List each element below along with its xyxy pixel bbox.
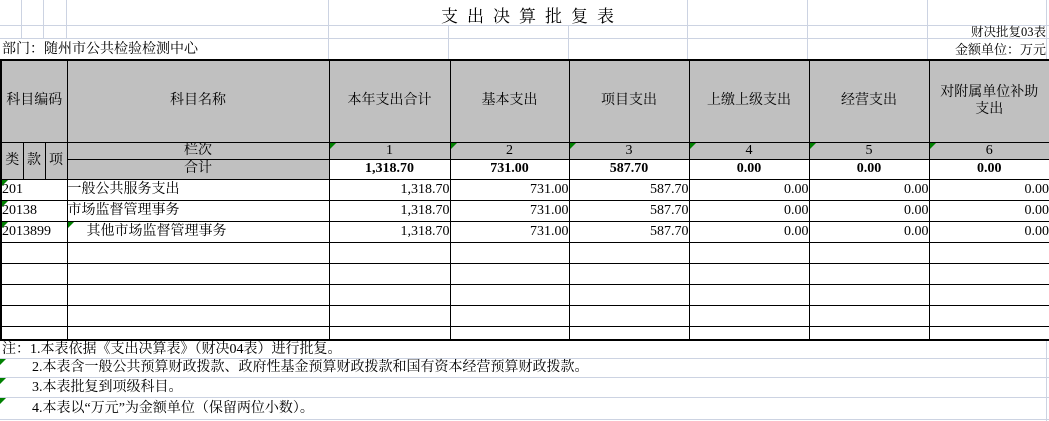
column-number-cell[interactable]: 3 [569,142,689,159]
comment-indicator-icon [570,143,576,149]
code-cell[interactable]: 20138 [1,200,67,221]
empty-cell[interactable] [569,242,689,263]
column-number-cell[interactable]: 2 [450,142,569,159]
empty-cell[interactable] [929,284,1049,305]
col-header-project-expenditure[interactable]: 项目支出 [569,60,689,142]
empty-cell[interactable] [329,305,450,326]
empty-cell[interactable] [329,326,450,340]
column-number-cell[interactable]: 5 [809,142,929,159]
comment-indicator-icon [2,222,8,228]
department-label[interactable]: 部门：随州市公共检验检测中心 [2,42,198,57]
empty-cell[interactable] [329,263,450,284]
empty-cell[interactable] [569,284,689,305]
empty-cell[interactable] [329,242,450,263]
value-cell[interactable]: 587.70 [569,200,689,221]
empty-cell[interactable] [689,284,809,305]
name-cell[interactable]: 一般公共服务支出 [67,179,329,200]
page-title: 支出决算批复表 [441,7,623,26]
value-cell[interactable]: 0.00 [689,221,809,242]
value-cell[interactable]: 731.00 [450,221,569,242]
empty-cell[interactable] [1,263,67,284]
total-value-cell[interactable]: 587.70 [569,159,689,179]
empty-cell[interactable] [929,326,1049,340]
empty-cell[interactable] [689,326,809,340]
sub-header-xiang[interactable]: 项 [45,142,67,179]
col-header-subject-code[interactable]: 科目编码 [1,60,67,142]
empty-cell[interactable] [67,326,329,340]
empty-cell[interactable] [929,263,1049,284]
form-code-label[interactable]: 财决批复03表 [970,25,1046,39]
empty-cell[interactable] [450,326,569,340]
col-header-subsidy-expenditure[interactable]: 对附属单位补助支出 [929,60,1049,142]
col-header-upturned-expenditure[interactable]: 上缴上级支出 [689,60,809,142]
empty-cell[interactable] [569,326,689,340]
empty-cell[interactable] [809,284,929,305]
total-value-cell[interactable]: 0.00 [929,159,1049,179]
empty-cell[interactable] [689,305,809,326]
value-cell[interactable]: 0.00 [929,200,1049,221]
empty-cell[interactable] [1,305,67,326]
empty-cell[interactable] [689,263,809,284]
empty-cell[interactable] [450,242,569,263]
empty-cell[interactable] [67,242,329,263]
value-cell[interactable]: 0.00 [809,200,929,221]
empty-cell[interactable] [929,242,1049,263]
empty-cell[interactable] [1,326,67,340]
col-header-subject-name[interactable]: 科目名称 [67,60,329,142]
value-cell[interactable]: 1,318.70 [329,221,450,242]
value-cell[interactable]: 731.00 [450,179,569,200]
comment-indicator-icon [690,143,696,149]
empty-cell[interactable] [450,305,569,326]
expenditure-table [0,59,1049,341]
empty-cell[interactable] [1,242,67,263]
column-number-cell[interactable]: 6 [929,142,1049,159]
comment-indicator-icon [810,143,816,149]
empty-cell[interactable] [689,242,809,263]
comment-indicator-icon [0,398,6,404]
total-value-cell[interactable]: 731.00 [450,159,569,179]
gridline [1046,341,1047,421]
empty-cell[interactable] [929,305,1049,326]
value-cell[interactable]: 1,318.70 [329,200,450,221]
empty-cell[interactable] [450,284,569,305]
total-row-label[interactable]: 合计 [67,159,329,179]
value-cell[interactable]: 0.00 [929,221,1049,242]
total-value-cell[interactable]: 0.00 [809,159,929,179]
empty-cell[interactable] [67,263,329,284]
sub-header-lei[interactable]: 类 [1,142,23,179]
total-value-cell[interactable]: 1,318.70 [329,159,450,179]
value-cell[interactable]: 731.00 [450,200,569,221]
empty-cell[interactable] [809,242,929,263]
name-cell[interactable]: 市场监督管理事务 [67,200,329,221]
value-cell[interactable]: 0.00 [809,179,929,200]
empty-cell[interactable] [450,263,569,284]
name-cell[interactable]: 其他市场监督管理事务 [67,221,329,242]
empty-cell[interactable] [329,284,450,305]
empty-cell[interactable] [67,284,329,305]
value-cell[interactable]: 1,318.70 [329,179,450,200]
empty-cell[interactable] [809,263,929,284]
comment-indicator-icon [0,359,6,365]
col-header-operating-expenditure[interactable]: 经营支出 [809,60,929,142]
note-line[interactable]: 3.本表批复到项级科目。 [0,378,1049,398]
code-cell[interactable]: 2013899 [1,221,67,242]
sub-header-lanci[interactable]: 栏次 [67,142,329,159]
value-cell[interactable]: 587.70 [569,179,689,200]
empty-cell[interactable] [809,326,929,340]
total-value-cell[interactable]: 0.00 [689,159,809,179]
column-number-cell[interactable]: 1 [329,142,450,159]
empty-cell[interactable] [67,305,329,326]
col-header-basic-expenditure[interactable]: 基本支出 [450,60,569,142]
empty-cell[interactable] [569,305,689,326]
sub-header-kuan[interactable]: 款 [23,142,45,179]
note-line[interactable]: 4.本表以“万元”为金额单位（保留两位小数）。 [0,398,1049,420]
comment-indicator-icon [0,378,6,384]
comment-indicator-icon [68,222,74,228]
comment-indicator-icon [930,143,936,149]
note-line[interactable]: 2.本表含一般公共预算财政拨款、政府性基金预算财政拨款和国有资本经营预算财政拨款。 [0,359,1049,378]
unit-label[interactable]: 金额单位：万元 [954,42,1046,57]
code-cell[interactable]: 201 [1,179,67,200]
comment-indicator-icon [2,180,8,186]
comment-indicator-icon [451,143,457,149]
comment-indicator-icon [330,143,336,149]
value-cell[interactable]: 587.70 [569,221,689,242]
empty-cell[interactable] [569,263,689,284]
comment-indicator-icon [2,201,8,207]
value-cell[interactable]: 0.00 [689,200,809,221]
value-cell[interactable]: 0.00 [809,221,929,242]
value-cell[interactable]: 0.00 [689,179,809,200]
value-cell[interactable]: 0.00 [929,179,1049,200]
empty-cell[interactable] [1,284,67,305]
empty-cell[interactable] [809,305,929,326]
column-number-cell[interactable]: 4 [689,142,809,159]
note-line[interactable]: 注：1.本表依据《支出决算表》（财决04表）进行批复。 [0,341,1049,359]
col-header-total-expenditure[interactable]: 本年支出合计 [329,60,450,142]
